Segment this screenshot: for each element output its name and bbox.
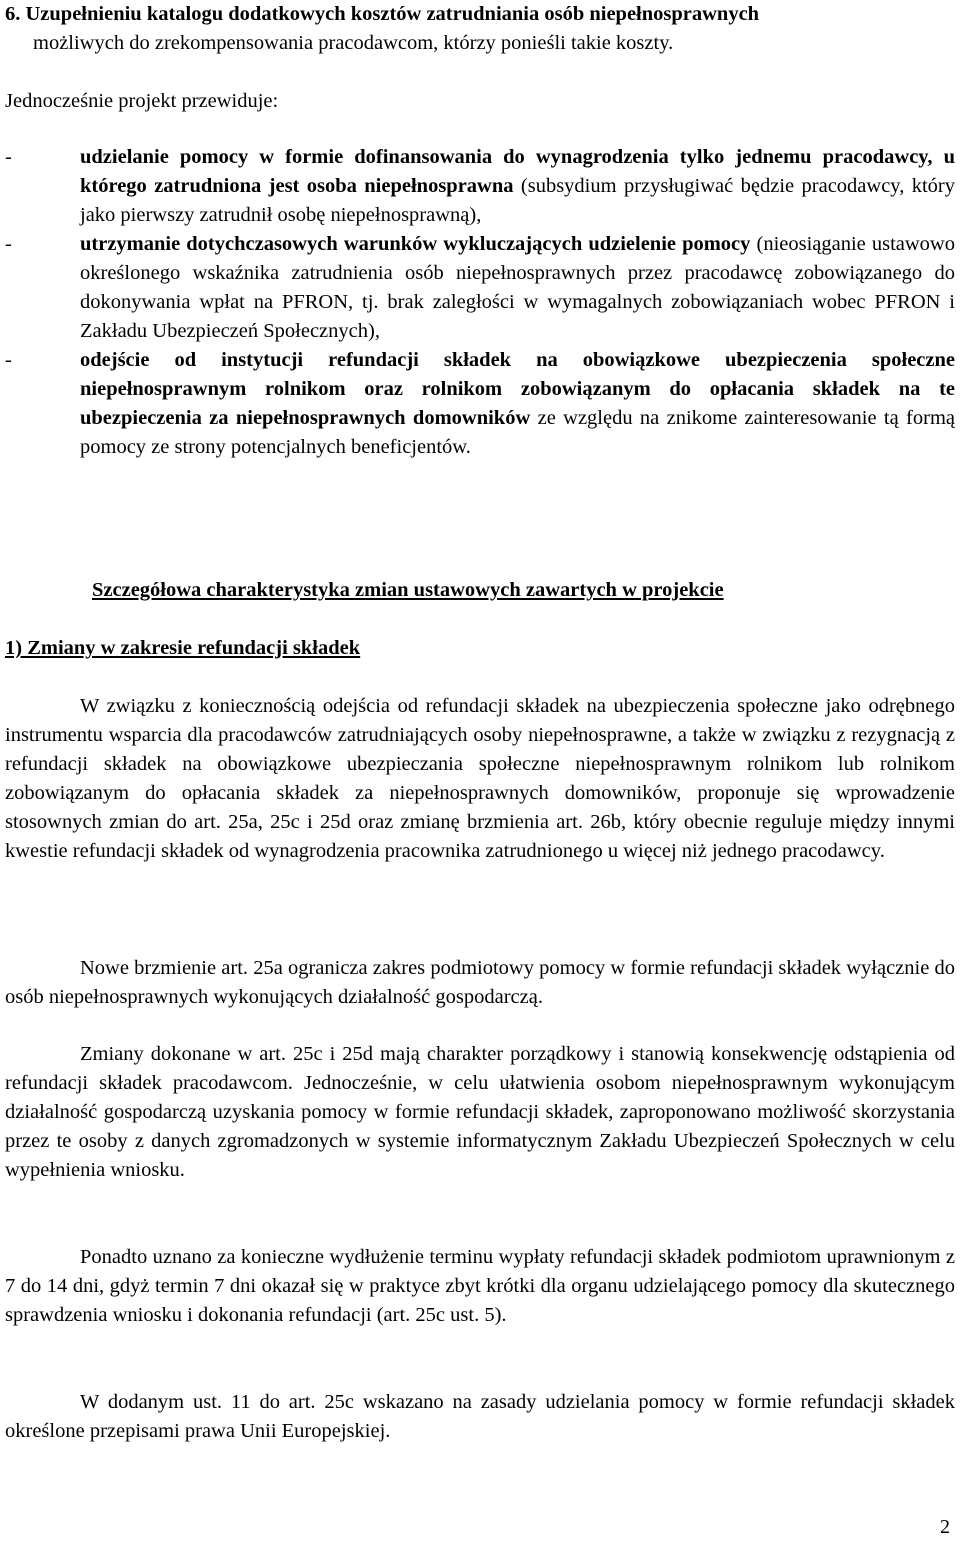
bullet-dash: - (5, 233, 12, 255)
bullet-rest-text: (nieosiąganie ustawowo określonego wskaźnika zatrudnienia osób niepełnosprawnych przez pracodawcę zobowiązanego do dokonywania wpłat na PFRON, tj. brak zaległości w wymagalnych zobowiązaniach wobec PFRON i Zakładu Ubezpieczeń Społecznych), (80, 233, 955, 342)
paragraph: Nowe brzmienie art. 25a ogranicza zakres podmiotowy pomocy w formie refundacji składek wyłącznie do osób niepełnosprawnych wykonujących działalność gospodarczą. (5, 957, 955, 1008)
bullet-dash: - (5, 146, 12, 168)
bullet-item (5, 346, 955, 462)
bullet-item (5, 143, 955, 230)
paragraph: W dodanym ust. 11 do art. 25c wskazano na zasady udzielania pomocy w formie refundacji składek określone przepisami prawa Unii Europejskiej. (5, 1391, 955, 1442)
bullet-bold-text: udzielanie pomocy w formie dofinansowania do wynagrodzenia tylko jednemu pracodawcy, u którego zatrudniona jest osoba niepełnosprawna (80, 146, 955, 197)
section-heading: Szczegółowa charakterystyka zmian ustawowych zawartych w projekcie (92, 579, 724, 601)
bullet-bold-text: utrzymanie dotychczasowych warunków wykluczających udzielenie pomocy (80, 233, 751, 255)
bullet-dash: - (5, 349, 12, 371)
bullet-list (5, 143, 955, 462)
bullet-rest-text: (subsydium przysługiwać będzie pracodawcy, który jako pierwszy zatrudnił osobę niepełnosprawną), (80, 175, 955, 226)
paragraph: W związku z koniecznością odejścia od refundacji składek na ubezpieczenia społeczne jako odrębnego instrumentu wsparcia dla pracodawców zatrudniających osoby niepełnosprawne, a także w związku z rezygnacją z refundacji składek na obowiązkowe ubezpieczania społeczne niepełnosprawnym rolnikom lub rolnikom zobowiązanym do opłacania składek za niepełnosprawnych domowników, proponuje się wprowadzenie stosownych zmian do art. 25a, 25c i 25d oraz zmianę brzmienia art. 26b, który obecnie reguluje między innymi kwestie refundacji składek od wynagrodzenia pracownika zatrudnionego u więcej niż jednego pracodawcy. (5, 695, 955, 862)
paragraph: Zmiany dokonane w art. 25c i 25d mają charakter porządkowy i stanowią konsekwencję odstąpienia od refundacji składek pracodawcom. Jednocześnie, w celu ułatwienia osobom niepełnosprawnym wykonującym działalność gospodarczą uzyskania pomocy w formie refundacji składek, zaproponowano możliwość skorzystania przez te osoby z danych zgromadzonych w systemie informatycznym Zakładu Ubezpieczeń Społecznych w celu wypełnienia wniosku. (5, 1043, 955, 1181)
sub-heading: 1) Zmiany w zakresie refundacji składek (5, 637, 361, 659)
bullet-rest-text: ze względu na znikome zainteresowanie tą formą pomocy ze strony potencjalnych beneficjentów. (80, 407, 955, 458)
bullet-bold-text: odejście od instytucji refundacji składek na obowiązkowe ubezpieczenia społeczne niepełnosprawnym rolnikom oraz rolnikom zobowiązanym do opłacania składek na te ubezpieczenia za niepełnosprawnych domowników (80, 349, 955, 429)
item-6 (5, 0, 955, 58)
item-6-number: 6. (5, 3, 21, 25)
bullet-item (5, 230, 955, 346)
paragraph: Ponadto uznano za konieczne wydłużenie terminu wypłaty refundacji składek podmiotom uprawnionym z 7 do 14 dni, gdyż termin 7 dni okazał się w praktyce zbyt krótki dla organu udzielającego pomocy dla skutecznego sprawdzenia wniosku i dokonania refundacji (art. 25c ust. 5). (5, 1246, 955, 1326)
item-6-line1: Uzupełnieniu katalogu dodatkowych kosztów zatrudniania osób niepełnosprawnych (25, 3, 760, 25)
page-number: 2 (940, 1516, 950, 1538)
intro-text: Jednocześnie projekt przewiduje: (5, 90, 279, 112)
item-6-line2: możliwych do zrekompensowania pracodawcom, którzy ponieśli takie koszty. (33, 32, 674, 54)
